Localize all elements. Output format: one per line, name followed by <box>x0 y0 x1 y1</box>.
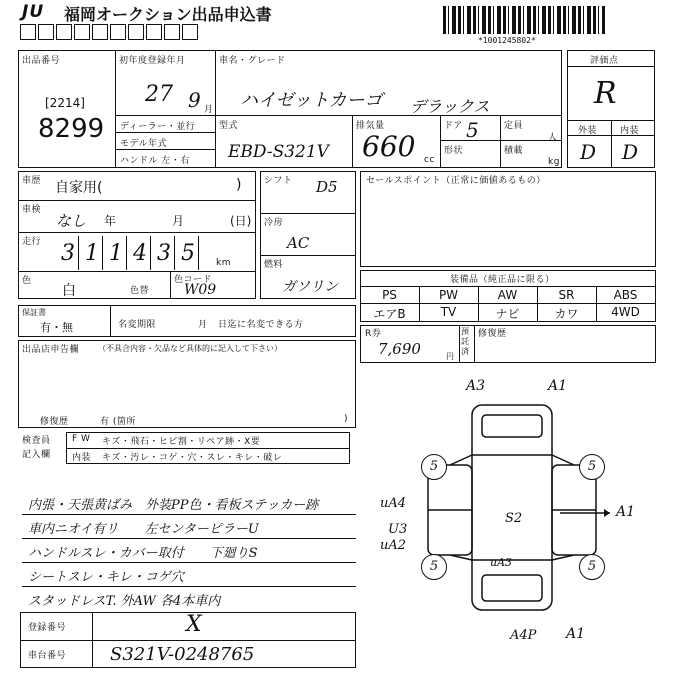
inspector-row2: キズ・汚レ・コゲ・穴・スレ・キレ・破レ <box>102 453 283 463</box>
equipment-abs: ABS <box>613 288 638 302</box>
diagram-left-a: uA4 <box>380 496 407 511</box>
doors-label: ドア <box>444 121 463 131</box>
plate-value: X <box>186 612 202 637</box>
chassis-value: S321V-0248765 <box>110 644 255 665</box>
warranty-label: 保証書 <box>22 308 46 317</box>
mileage-digit-1: 3 <box>61 241 75 266</box>
declaration-repair-note: 有 (箇所 <box>100 417 136 427</box>
dealer-row-3: ハンドル 左・右 <box>120 156 190 166</box>
remark-5: スタッドレスT. 外AW 各4本車内 <box>28 594 221 609</box>
checkbox-strip <box>20 24 200 44</box>
warranty-options: 有・無 <box>40 321 73 334</box>
registration-month: 9 <box>188 88 201 112</box>
tire-front-right: 5 <box>579 454 605 480</box>
diagram-top-right: A1 <box>548 378 568 394</box>
equipment-pw: PW <box>438 288 459 302</box>
header-logo: JU <box>22 2 45 22</box>
remark-2: 車内ニオイ有リ 左センターピラーU <box>28 522 259 537</box>
mileage-label: 走行 <box>22 237 42 247</box>
diagram-center: S2 <box>505 511 523 526</box>
shift-label: シフト <box>264 176 293 186</box>
recycle-value: 7,690 <box>378 340 421 358</box>
equipment-aw: AW <box>497 288 518 302</box>
usage-label: 車歴 <box>22 176 42 186</box>
load-label: 積載 <box>504 146 524 156</box>
diagram-left-b: U3 <box>388 522 408 537</box>
load-unit: kg <box>548 157 560 167</box>
inspection-value: なし <box>56 212 87 230</box>
evaluation-label: 評価点 <box>590 56 619 66</box>
registration-label: 初年度登録年月 <box>119 56 186 66</box>
tire-rear-right: 5 <box>579 554 605 580</box>
equipment-4wd: 4WD <box>611 305 640 319</box>
equipment-tv: TV <box>440 305 457 319</box>
mileage-digit-4: 4 <box>133 241 147 266</box>
shift-value: D5 <box>316 178 338 196</box>
equipment-leather: カワ <box>554 307 579 321</box>
barcode-number: *1001245802* <box>478 36 536 45</box>
evaluation-score: R <box>594 76 617 111</box>
displacement-value: 660 <box>362 130 416 163</box>
registration-month-unit: 月 <box>204 105 214 115</box>
remark-3: ハンドルスレ・カバー取付 下廻りS <box>28 546 258 561</box>
inspector-label: 検査員記入欄 <box>22 436 51 460</box>
diagram-bottom-right: A1 <box>566 626 586 642</box>
usage-value: 自家用( <box>55 180 103 196</box>
fuel-label: 燃料 <box>264 260 284 270</box>
equipment-navi: ナビ <box>495 307 520 321</box>
recycle-label: R券 <box>365 329 382 339</box>
usage-close: ) <box>236 177 242 193</box>
inspection-label: 車検 <box>22 205 42 215</box>
lot-sub-number: [2214] <box>45 96 85 110</box>
car-grade: デラックス <box>410 97 490 116</box>
transfer-unit: 月 <box>198 320 208 330</box>
interior-label: 内装 <box>620 126 640 136</box>
inspector-row1-tag: F W <box>72 434 91 444</box>
chassis-label: 車台番号 <box>28 651 67 661</box>
diagram-left-c: uA2 <box>380 538 407 553</box>
mileage-unit: km <box>216 258 231 268</box>
vehicle-details <box>18 171 256 299</box>
capacity-unit: 人 <box>548 133 558 143</box>
equipment-label: 装備品（純正品に限る） <box>450 275 555 285</box>
fuel-value: ガソリン <box>282 279 338 295</box>
displacement-unit: cc <box>424 155 435 165</box>
transfer-label: 名変期限 <box>118 320 157 330</box>
equipment-ps: PS <box>382 288 397 302</box>
displacement-label: 排気量 <box>356 121 385 131</box>
inspection-month: 月 <box>172 214 185 228</box>
recycle-unit: 円 <box>446 352 454 361</box>
plate-label: 登録番号 <box>28 623 67 633</box>
equipment-sr: SR <box>558 288 575 302</box>
color-code-label: 色コード <box>174 275 213 285</box>
shape-label: 形状 <box>444 146 464 156</box>
color-code: W09 <box>184 282 217 298</box>
declaration-repair-label: 修復歴 <box>40 417 69 427</box>
mileage-digit-6: 5 <box>181 241 195 266</box>
mileage-digit-2: 1 <box>85 241 99 266</box>
declaration-label: 出品店申告欄 <box>22 345 80 355</box>
inspection-year: 年 <box>104 214 117 228</box>
mileage-digit-3: 1 <box>109 241 123 266</box>
header-title: 福岡オークション出品申込書 <box>64 5 272 24</box>
diagram-top-left: A3 <box>466 378 486 394</box>
model-label: 型式 <box>219 121 239 131</box>
exterior-score: D <box>580 140 597 164</box>
color-label: 色 <box>22 276 32 286</box>
capacity-label: 定員 <box>504 121 524 131</box>
mileage-digit-5: 3 <box>157 241 171 266</box>
color-value: 白 <box>62 283 76 299</box>
remark-1: 内張・天張黄ばみ 外装PP色・看板ステッカー跡 <box>28 498 319 513</box>
remark-4: シートスレ・キレ・コゲ穴 <box>28 570 184 585</box>
car-damage-diagram <box>410 395 620 625</box>
exterior-label: 外装 <box>578 126 598 136</box>
equipment-airbag: エアB <box>373 307 406 321</box>
lot-label: 出品番号 <box>22 56 61 66</box>
registration-year: 27 <box>145 82 173 107</box>
recycle-repair-label: 修復歴 <box>478 329 507 339</box>
inspector-row1: キズ・飛石・ヒビ割・リペア跡・X要 <box>102 437 261 447</box>
sales-point-label: セールスポイント（正常に価値あるもの） <box>366 176 546 186</box>
lot-number: 8299 <box>38 114 105 144</box>
warranty-note: 日迄に名変できる方 <box>218 320 304 330</box>
diagram-bottom-left: A4P <box>510 628 537 643</box>
doors-value: 5 <box>466 118 479 142</box>
diagram-right: A1 <box>616 504 636 520</box>
inspector-row2-tag: 内装 <box>72 453 92 463</box>
tire-front-left: 5 <box>421 454 447 480</box>
model-value: EBD-S321V <box>228 142 329 162</box>
diagram-rear-mark: uA3 <box>490 556 513 569</box>
inspection-day: (日) <box>230 214 252 228</box>
dealer-row-2: モデル年式 <box>120 139 168 149</box>
ac-label: 冷房 <box>264 218 284 228</box>
barcode <box>443 6 605 34</box>
declaration-note: （不具合内容・欠品など具体的に記入して下さい） <box>98 344 282 353</box>
dealer-row-1: ディーラー・並行 <box>120 122 196 132</box>
tire-rear-left: 5 <box>421 554 447 580</box>
car-name: ハイゼットカーゴ <box>240 90 383 111</box>
car-label: 車名・グレード <box>219 56 286 66</box>
color-change-label: 色替 <box>130 286 150 296</box>
recycle-side-label: 預託済 <box>461 327 469 356</box>
ac-value: AC <box>287 234 310 252</box>
interior-score: D <box>622 140 639 164</box>
